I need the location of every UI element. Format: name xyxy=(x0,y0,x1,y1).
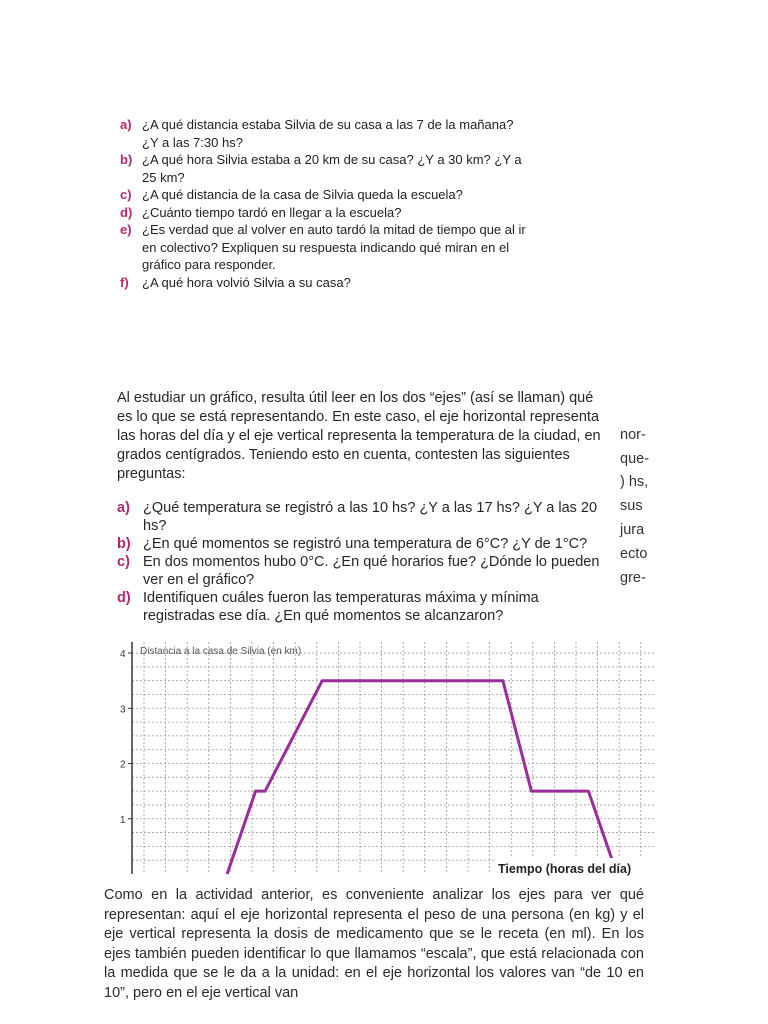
y-tick-label: 1 xyxy=(120,814,126,826)
question-1d: d) ¿Cuánto tiempo tardó en llegar a la escuela? xyxy=(120,204,402,220)
chart-grid xyxy=(132,642,655,874)
questions-2 xyxy=(117,499,605,625)
question-1b: b) ¿A qué hora Silvia estaba a 20 km de su casa? ¿Y a 30 km? ¿Y a 25 km? xyxy=(120,152,522,185)
y-tick-label: 4 xyxy=(120,649,126,661)
x-axis-label: Tiempo (horas del día) xyxy=(498,862,632,876)
y-tick-label: 3 xyxy=(120,704,126,716)
question-2c: c) En dos momentos hubo 0°C. ¿En qué horarios fue? ¿Dónde lo pueden ver en el gráfico? xyxy=(117,554,600,588)
bottom-paragraph: Como en la actividad anterior, es conveniente analizar los ejes para ver qué representan: aquí el eje horizontal representa el peso de una persona (en kg) y el eje vertical representa la dosis de medicamento que se le receta (en ml). En los ejes también pueden identificar lo que llamamos “escala”, que está relacionada con la medida que se le da a la unidad: en el eje horizontal los valores van “de 10 en 10”, pero en el eje vertical van xyxy=(104,887,644,1001)
side-fragment: nor- xyxy=(620,427,646,443)
questions-1 xyxy=(120,116,530,291)
question-1e: e) ¿Es verdad que al volver en auto tardó la mitad de tiempo que al ir en colectivo? Expliquen su respuesta indicando qué miran en el gráfico para responder. xyxy=(120,222,526,272)
question-2b: b) ¿En qué momentos se registró una temperatura de 6°C? ¿Y de 1°C? xyxy=(117,536,588,552)
question-2d: d) Identifiquen cuáles fueron las temperaturas máxima y mínima registradas ese día. ¿En qué momentos se alcanzaron? xyxy=(117,590,539,624)
question-1a: a) ¿A qué distancia estaba Silvia de su casa a las 7 de la mañana? ¿Y a las 7:30 hs? xyxy=(120,117,514,150)
question-1c: c) ¿A qué distancia de la casa de Silvia queda la escuela? xyxy=(120,187,463,202)
side-fragment: ) hs, xyxy=(620,474,649,490)
side-fragment: ecto xyxy=(620,546,648,562)
y-tick-label: 2 xyxy=(120,759,126,771)
side-fragment: que- xyxy=(620,451,650,467)
side-fragment: gre- xyxy=(620,570,646,586)
side-fragment: sus xyxy=(620,498,643,514)
side-fragment: jura xyxy=(620,522,645,538)
question-1f: f) ¿A qué hora volvió Silvia a su casa? xyxy=(120,274,351,290)
question-2a: a) ¿Qué temperatura se registró a las 10 hs? ¿Y a las 17 hs? ¿Y a las 20 hs? xyxy=(117,500,598,534)
intro-paragraph: Al estudiar un gráfico, resulta útil leer en los dos “ejes” (así se llaman) qué es lo que se está representando. En este caso, el eje horizontal representa las horas del día y el eje vertical representa la temperatura de la ciudad, en grados centígrados. Teniendo esto en cuenta, contesten las siguientes preguntas: xyxy=(117,390,601,482)
distance-chart xyxy=(110,640,655,876)
chart-title: Distancia a la casa de Silvia (en km) xyxy=(140,646,302,657)
